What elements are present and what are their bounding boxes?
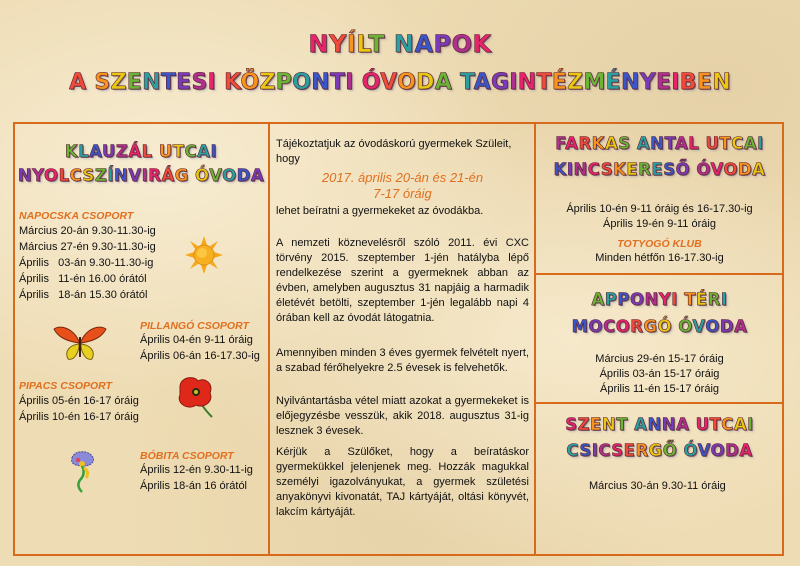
enrollment-hours: 7-17 óráig	[373, 186, 432, 201]
kindergarten-heading: SZENT ANNA UTCAI	[565, 415, 754, 434]
column-divider	[534, 122, 536, 556]
enrollment-text: lehet beíratni a gyermekeket az óvodákba.	[276, 205, 484, 217]
column-divider	[268, 122, 270, 556]
kindergarten-heading: FARKAS ANTAL UTCAI	[555, 134, 764, 153]
schedule-line: Április 19-én 9-11 óráig	[603, 218, 716, 230]
schedule-line: Minden hétfőn 16-17.30-ig	[595, 252, 724, 264]
schedule-line: Március 30-án 9.30-11 óráig	[589, 480, 726, 492]
kindergarten-heading-klauzal: KLAUZÁL UTCAI	[64, 142, 218, 161]
registration-paragraph: Nyilvántartásba vétel miatt azokat a gyermekeket is előjegyzésbe vesszük, akik 2018. augusztus 31-ig lesznek 3 évesek.	[276, 395, 529, 437]
club-name: TOTYOGÓ KLUB	[617, 238, 702, 250]
documents-paragraph: Kérjük a Szülőket, hogy a beíratáskor gyermekükkel jelenjenek meg. Hozzák magukkal személyi igazolványukat, a gyermek születési anyakönyvi kivonatát, TAJ kártyáját, oltási könyvét, lakcím kártyáját.	[276, 446, 529, 518]
flower-fairy-icon	[68, 450, 102, 496]
law-paragraph: A nemzeti köznevelésről szóló 2011. évi CXC törvény 2015. szeptember 1-jén hatályba lépő rendelkezése szerint a gyermeknek abban az évben, amelyben augusztus 31 napjáig a harmadik életévét betölti, szeptember 1-jén legalább napi 4 órában kell az óvodát látogatnia.	[276, 237, 529, 324]
group-name: NAPOCSKA CSOPORT	[19, 210, 134, 222]
schedule-line: Április 12-én 9.30-11-ig	[140, 464, 253, 476]
main-title: NYÍLT NAPOK	[308, 30, 492, 58]
schedule-line: Április 11-én 16.00 órától	[19, 273, 147, 285]
group-name: BÓBITA CSOPORT	[140, 450, 234, 462]
schedule-line: Április 04-én 9-11 óráig	[140, 334, 253, 346]
kindergarten-heading: APPONYI TÉRI	[591, 290, 728, 309]
kindergarten-name: KINCSKERESŐ ÓVODA	[553, 160, 766, 179]
schedule-line: Április 18-án 16 órától	[140, 480, 248, 492]
sun-icon	[184, 235, 224, 275]
butterfly-icon	[52, 323, 108, 363]
kindergarten-name: MOCORGÓ ÓVODA	[571, 317, 748, 336]
schedule-line: Március 20-án 9.30-11.30-ig	[19, 225, 156, 237]
group-name: PIPACS CSOPORT	[19, 380, 112, 392]
schedule-line: Április 06-án 16-17.30-ig	[140, 350, 260, 362]
intro-text: Tájékoztatjuk az óvodáskorú gyermekek Szüleit, hogy	[276, 138, 512, 165]
schedule-line: Március 29-én 15-17 óráig	[595, 353, 724, 365]
row-divider	[534, 402, 784, 404]
schedule-line: Április 03-án 15-17 óráig	[599, 368, 720, 380]
schedule-line: Április 18-án 15.30 órától	[19, 289, 148, 301]
poppy-icon	[174, 375, 218, 419]
row-divider	[534, 273, 784, 275]
schedule-line: Április 03-án 9.30-11.30-ig	[19, 257, 154, 269]
eligibility-paragraph: Amennyiben minden 3 éves gyermek felvételt nyert, a szabad férőhelyekre 2.5 évesek is felvehetők.	[276, 347, 529, 374]
schedule-line: Április 10-én 9-11 óráig és 16-17.30-ig	[566, 203, 753, 215]
schedule-line: Április 10-én 16-17 óráig	[19, 411, 139, 423]
group-name: PILLANGÓ CSOPORT	[140, 320, 249, 332]
kindergarten-name: CSICSERGŐ ÓVODA	[566, 441, 753, 460]
schedule-line: Március 27-én 9.30-11.30-ig	[19, 241, 156, 253]
kindergarten-name-nyolcszinvirag: NYOLCSZÍNVIRÁG ÓVODA	[17, 166, 265, 185]
subtitle: A SZENTESI KÖZPONTI ÓVODA TAGINTÉZMÉNYEIBEN	[69, 70, 731, 95]
schedule-line: Április 05-én 16-17 óráig	[19, 395, 139, 407]
enrollment-dates: 2017. április 20-án és 21-én	[321, 170, 484, 185]
schedule-line: Április 11-én 15-17 óráig	[599, 383, 720, 395]
